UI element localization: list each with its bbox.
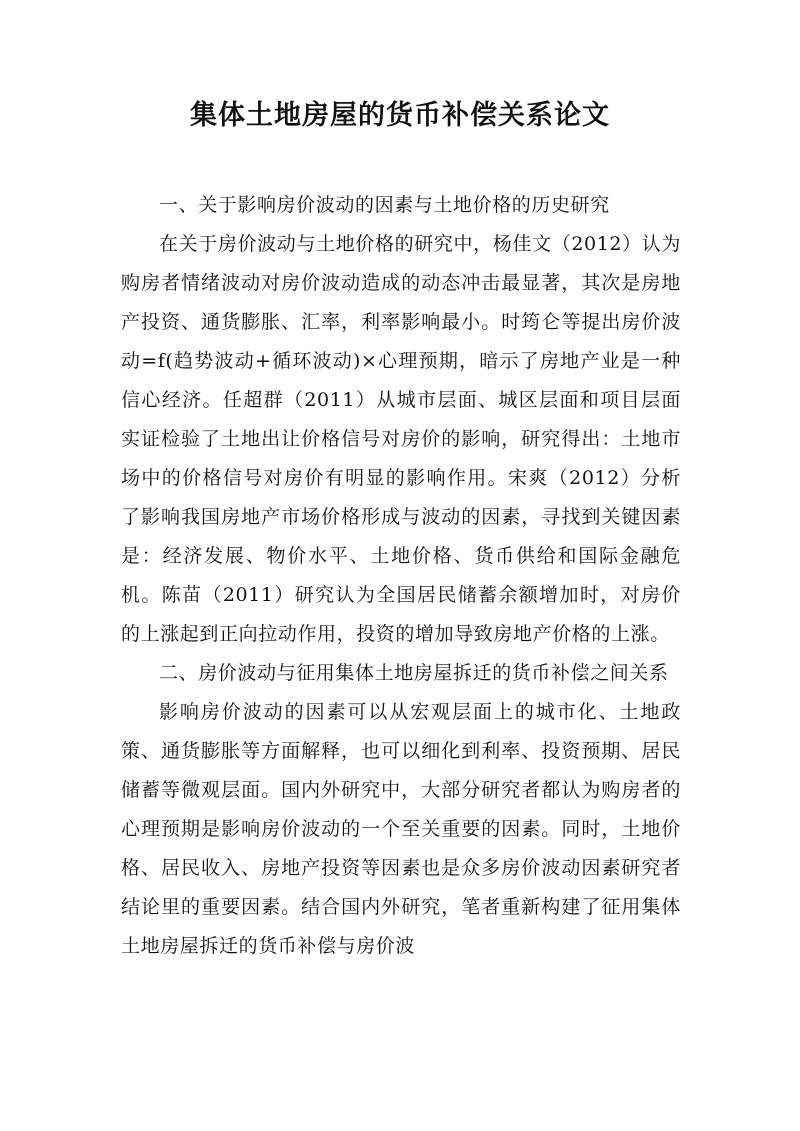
document-title: 集体土地房屋的货币补偿关系论文 bbox=[190, 100, 610, 131]
body-paragraph-1: 在关于房价波动与土地价格的研究中，杨佳文（2012）认为购房者情绪波动对房价波动造成的动态冲击最显著，其次是房地产投资、通货膨胀、汇率，利率影响最小。时筠仑等提出房价波动=f(趋势波动+循环波动)×心理预期，暗示了房地产业是一种信心经济。任超群（2011）从城市层面、城区层面和项目层面实证检验了土地出让价格信号对房价的影响，研究得出：土地市场中的价格信号对房价有明显的影响作用。宋爽（2012）分析了影响我国房地产市场价格形成与波动的因素，寻找到关键因素是：经济发展、物价水平、土地价格、货币供给和国际金融危机。陈苗（2011）研究认为全国居民储蓄余额增加时，对房价的上涨起到正向拉动作用，投资的增加导致房地产价格的上涨。 bbox=[121, 233, 681, 645]
document-body bbox=[121, 186, 681, 966]
section-heading-1: 一、关于影响房价波动的因素与土地价格的历史研究 bbox=[159, 194, 610, 216]
body-paragraph-2: 影响房价波动的因素可以从宏观层面上的城市化、土地政策、通货膨胀等方面解释，也可以细化到利率、投资预期、居民储蓄等微观层面。国内外研究中，大部分研究者都认为购房者的心理预期是影响房价波动的一个至关重要的因素。同时，土地价格、居民收入、房地产投资等因素也是众多房价波动因素研究者结论里的重要因素。结合国内外研究，笔者重新构建了征用集体土地房屋拆迁的货币补偿与房价波 bbox=[121, 701, 681, 957]
section-heading-2: 二、房价波动与征用集体土地房屋拆迁的货币补偿之间关系 bbox=[159, 662, 669, 684]
